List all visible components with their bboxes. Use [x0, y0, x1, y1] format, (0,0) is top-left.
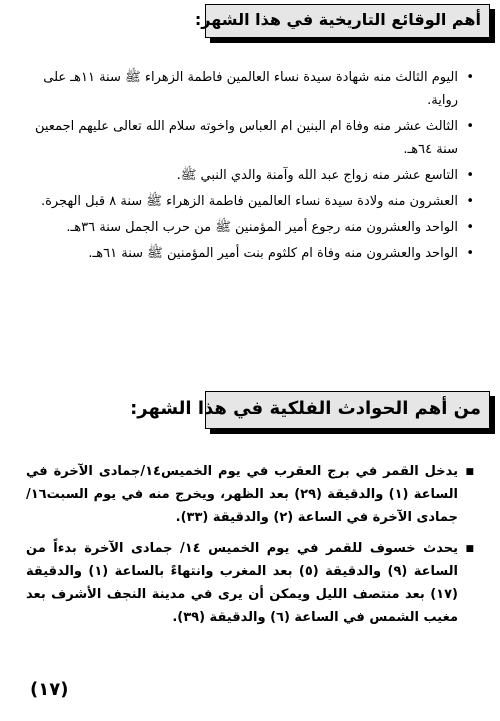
- list-item-text: العشرون منه ولادة سيدة نساء العالمين فاطمة الزهراء ﷺ سنة ٨ قبل الهجرة.: [40, 194, 458, 209]
- bullet-icon: •: [466, 119, 474, 134]
- list-item-text: يدخل القمر في برج العقرب في يوم الخميس١٤/جمادى الآخرة في الساعة (١) والدقيقة (٢٩) بعد الظهر، ويخرج منه في يوم السبت١٦/جمادى الآخرة في الساعة (٢) والدقيقة (٣٣).: [26, 464, 458, 525]
- bullet-icon: •: [466, 220, 474, 235]
- list-item-text: التاسع عشر منه زواج عبد الله وآمنة والدي النبي ﷺ.: [176, 168, 458, 183]
- list-item-text: الواحد والعشرون منه وفاة ام كلثوم بنت أمير المؤمنين ﷺ سنة ٦١هـ.: [88, 246, 458, 261]
- list-item-text: يحدث خسوف للقمر في يوم الخميس ١٤/ جمادى الآخرة بدءاً من الساعة (٩) والدقيقة (٥) بعد المغرب وانتهاءً بالساعة (١) والدقيقة (١٧) بعد منتصف الليل ويمكن أن يرى في مدينة النجف الأشرف بعد مغيب الشمس في الساعة (٦) والدقيقة (٣٩).: [26, 541, 458, 625]
- heading-box-astronomical-events: [130, 391, 490, 429]
- list-item: [28, 216, 474, 239]
- list-item-text: اليوم الثالث منه شهادة سيدة نساء العالمين فاطمة الزهراء ﷺ سنة ١١هـ على رواية.: [43, 70, 458, 108]
- bullet-icon: •: [466, 194, 474, 209]
- astronomical-events-list: [26, 460, 474, 637]
- list-item: [26, 537, 474, 629]
- list-item: [28, 164, 474, 187]
- square-bullet-icon: ■: [465, 467, 474, 477]
- square-bullet-icon: ■: [465, 544, 474, 554]
- list-item: [28, 66, 474, 112]
- list-item: [28, 190, 474, 213]
- bullet-icon: •: [466, 246, 474, 261]
- list-item: [28, 242, 474, 265]
- section-heading-astronomical-events: من أهم الحوادث الفلكية في هذا الشهر:: [130, 398, 481, 419]
- historical-events-list: [28, 66, 474, 268]
- list-item: [26, 460, 474, 529]
- list-item: [28, 115, 474, 161]
- page-number: (١٧): [30, 679, 69, 700]
- section-heading-historical-events: أهم الوقائع التاريخية في هذا الشهر:: [194, 10, 481, 29]
- list-item-text: الثالث عشر منه وفاة ام البنين ام العباس واخوته سلام الله تعالى عليهم اجمعين سنة ٦٤هـ.: [34, 119, 458, 157]
- bullet-icon: •: [466, 168, 474, 183]
- bullet-icon: •: [466, 70, 474, 85]
- heading-box-historical-events: [194, 4, 490, 38]
- list-item-text: الواحد والعشرون منه رجوع أمير المؤمنين ﷺ من حرب الجمل سنة ٣٦هـ.: [66, 220, 458, 235]
